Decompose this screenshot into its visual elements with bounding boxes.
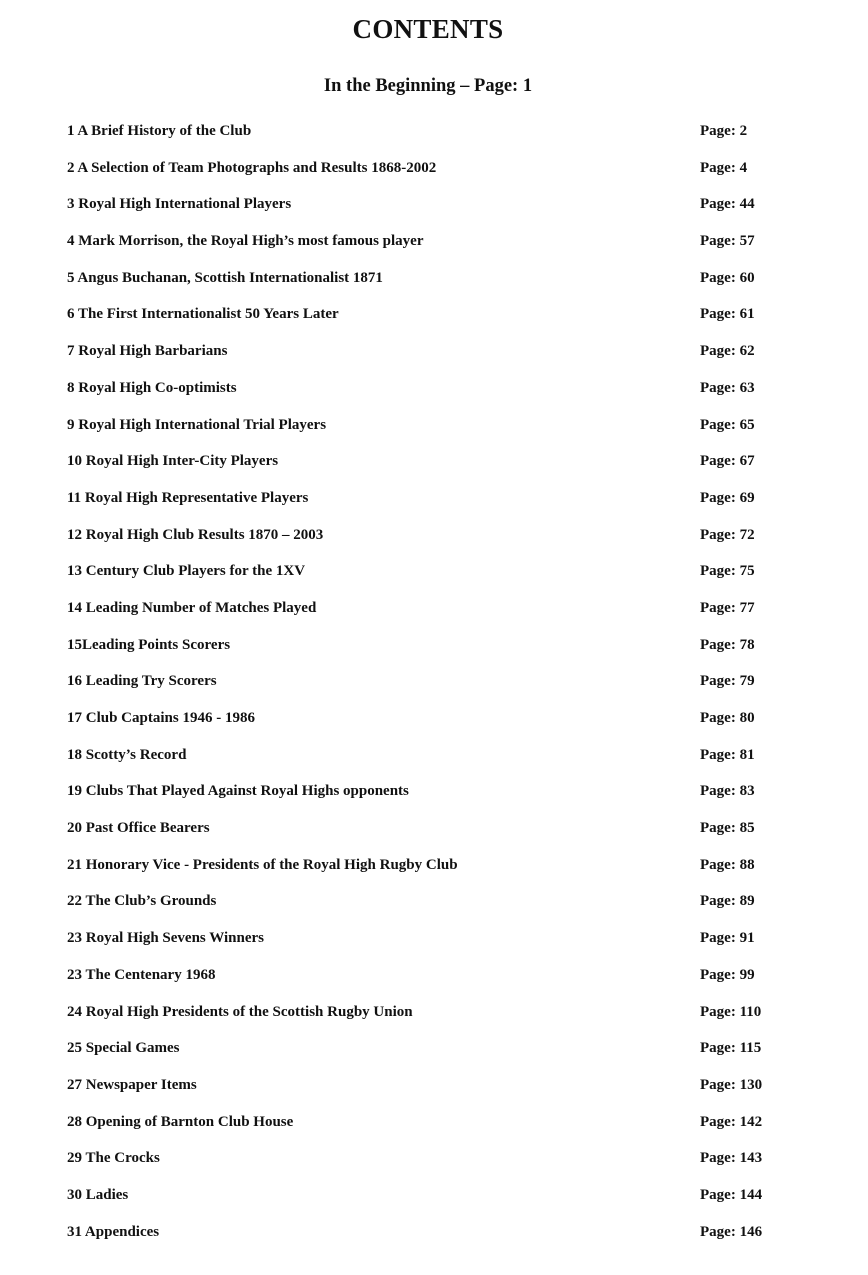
toc-entry-title: 15Leading Points Scorers: [67, 636, 231, 653]
toc-entry: [67, 780, 787, 817]
toc-entry: [67, 193, 787, 230]
toc-entry-page: Page: 62: [700, 343, 755, 360]
toc-entry-title: 27 Newspaper Items: [67, 1076, 197, 1093]
toc-entry: [67, 597, 787, 634]
toc-entry-title: 20 Past Office Bearers: [67, 820, 210, 837]
toc-entry-page: Page: 81: [700, 746, 755, 763]
toc-entry-title: 6 The First Internationalist 50 Years Later: [67, 306, 339, 323]
toc-entry: [67, 524, 787, 561]
toc-entry-page: Page: 79: [700, 673, 755, 690]
toc-entry-title: 23 The Centenary 1968: [67, 966, 216, 983]
toc-entry-page: Page: 99: [700, 966, 755, 983]
toc-entry-title: 24 Royal High Presidents of the Scottish Rugby Union: [67, 1003, 413, 1020]
toc-entry-title: 21 Honorary Vice - Presidents of the Royal High Rugby Club: [67, 856, 458, 873]
toc-entry-page: Page: 85: [700, 820, 755, 837]
toc-entry-page: Page: 146: [700, 1223, 763, 1240]
toc-entry: [67, 744, 787, 781]
toc-entry-page: Page: 83: [700, 783, 755, 800]
toc-entry: [67, 230, 787, 267]
toc-entry-title: 8 Royal High Co-optimists: [67, 379, 237, 396]
toc-entry-title: 19 Clubs That Played Against Royal Highs opponents: [67, 783, 409, 800]
toc-entry: [67, 157, 787, 194]
toc-entry: [67, 1074, 787, 1111]
toc-entry: [67, 817, 787, 854]
toc-entry-title: 12 Royal High Club Results 1870 – 2003: [67, 526, 324, 543]
toc-entry-title: 1 A Brief History of the Club: [67, 123, 252, 139]
toc-entry-page: Page: 80: [700, 710, 755, 726]
toc-entry-title: 25 Special Games: [67, 1040, 180, 1057]
toc-entry-title: 3 Royal High International Players: [67, 196, 292, 213]
toc-entry-title: 17 Club Captains 1946 - 1986: [67, 710, 255, 726]
toc-entry-page: Page: 72: [700, 526, 755, 543]
toc-entry-title: 22 The Club’s Grounds: [67, 893, 217, 910]
toc-entry-page: Page: 2: [700, 123, 748, 139]
toc-entry: [67, 1001, 787, 1038]
toc-entry: [67, 854, 787, 891]
toc-entry: [67, 267, 787, 304]
toc-entry-title: 7 Royal High Barbarians: [67, 343, 228, 360]
toc-entry-page: Page: 130: [700, 1076, 763, 1093]
toc-entry: [67, 707, 787, 744]
toc-entry: [67, 450, 787, 487]
toc-entry: [67, 487, 787, 524]
toc-entry: [67, 670, 787, 707]
toc-entry-page: Page: 65: [700, 416, 755, 433]
table-of-contents: [67, 120, 787, 1257]
toc-entry-page: Page: 44: [700, 196, 755, 213]
toc-entry-title: 30 Ladies: [67, 1186, 129, 1203]
toc-entry: [67, 1184, 787, 1221]
page-title: CONTENTS: [352, 14, 504, 44]
toc-entry-title: 28 Opening of Barnton Club House: [67, 1113, 294, 1130]
toc-entry-page: Page: 115: [700, 1040, 762, 1057]
toc-entry-title: 4 Mark Morrison, the Royal High’s most famous player: [67, 233, 424, 250]
toc-entry-title: 9 Royal High International Trial Players: [67, 416, 327, 433]
toc-entry-page: Page: 67: [700, 453, 755, 470]
toc-entry-title: 29 The Crocks: [67, 1150, 160, 1167]
toc-entry: [67, 303, 787, 340]
toc-entry: [67, 340, 787, 377]
toc-entry: [67, 964, 787, 1001]
toc-entry-page: Page: 91: [700, 930, 755, 947]
toc-entry-page: Page: 77: [700, 599, 755, 616]
toc-entry-title: 23 Royal High Sevens Winners: [67, 930, 264, 947]
toc-entry-title: 10 Royal High Inter-City Players: [67, 453, 279, 470]
toc-entry-page: Page: 60: [700, 269, 755, 286]
toc-entry-page: Page: 88: [700, 856, 755, 873]
toc-entry: [67, 634, 787, 671]
toc-entry: [67, 1221, 787, 1258]
toc-entry: [67, 927, 787, 964]
toc-entry: [67, 377, 787, 414]
section-subtitle: In the Beginning – Page: 1: [323, 76, 533, 96]
toc-entry-title: 14 Leading Number of Matches Played: [67, 599, 317, 616]
toc-entry-page: Page: 143: [700, 1150, 763, 1167]
toc-entry-title: 16 Leading Try Scorers: [67, 673, 217, 690]
toc-entry-page: Page: 57: [700, 233, 755, 250]
toc-entry: [67, 890, 787, 927]
toc-entry-page: Page: 61: [700, 306, 755, 323]
toc-entry: [67, 1037, 787, 1074]
toc-entry: [67, 120, 787, 157]
toc-entry-page: Page: 78: [700, 636, 755, 653]
toc-entry-page: Page: 110: [700, 1003, 762, 1020]
toc-entry-title: 18 Scotty’s Record: [67, 746, 187, 763]
toc-entry-title: 11 Royal High Representative Players: [67, 489, 309, 506]
toc-entry-title: 13 Century Club Players for the 1XV: [67, 563, 306, 580]
toc-entry-page: Page: 69: [700, 489, 755, 506]
toc-entry-title: 31 Appendices: [67, 1223, 160, 1240]
toc-entry: [67, 1111, 787, 1148]
toc-entry-page: Page: 63: [700, 379, 755, 396]
toc-entry-page: Page: 75: [700, 563, 755, 580]
toc-entry: [67, 414, 787, 451]
toc-entry-title: 2 A Selection of Team Photographs and Results 1868-2002: [67, 159, 437, 176]
toc-entry-title: 5 Angus Buchanan, Scottish Internationalist 1871: [67, 269, 383, 286]
toc-entry-page: Page: 89: [700, 893, 755, 910]
toc-entry: [67, 560, 787, 597]
toc-entry-page: Page: 4: [700, 159, 748, 176]
toc-entry-page: Page: 144: [700, 1186, 763, 1203]
toc-entry: [67, 1147, 787, 1184]
toc-entry-page: Page: 142: [700, 1113, 763, 1130]
